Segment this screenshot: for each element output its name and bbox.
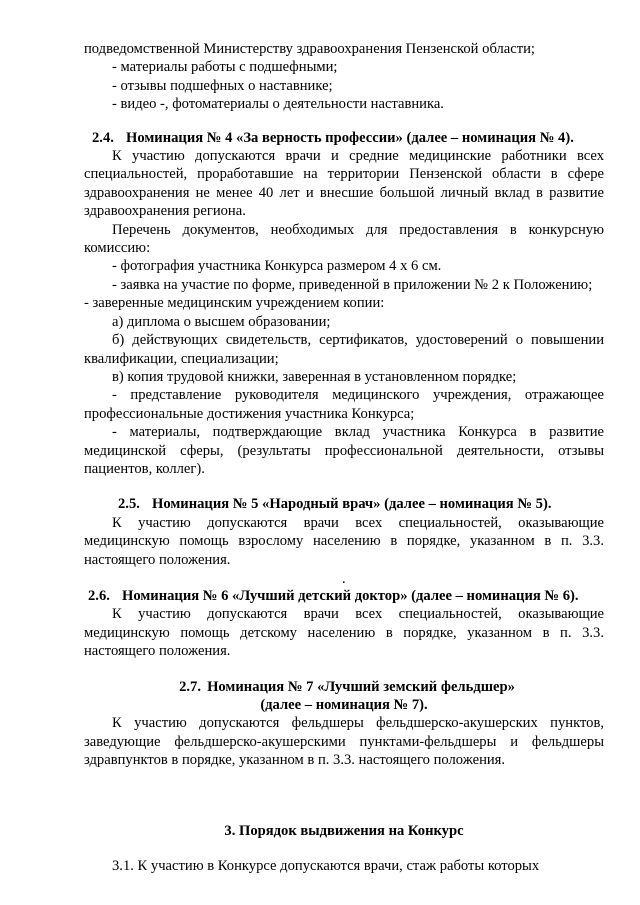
- spacer: [84, 661, 604, 678]
- list-item: в) копия трудовой книжки, заверенная в установленном порядке;: [112, 368, 517, 385]
- heading-title: Номинация № 4 «За верность профессии» (далее – номинация № 4).: [126, 129, 574, 146]
- stray-dot: .: [342, 570, 346, 587]
- heading-nomination-6: [84, 587, 604, 605]
- spacer: [84, 840, 604, 857]
- heading-number: 2.4.: [92, 129, 114, 146]
- section-3-title: 3. Порядок выдвижения на Конкурс: [224, 822, 464, 839]
- intro-line: подведомственной Министерству здравоохранения Пензенской области;: [84, 41, 535, 57]
- spacer: [84, 478, 604, 495]
- list-item: - материалы работы с подшефными;: [112, 59, 338, 76]
- paragraph: К участию допускаются врачи всех специальностей, оказывающие медицинскую помощь детскому населению в порядке, указанном в п. 3.3. настоящего положения.: [84, 606, 604, 660]
- heading-nomination-7: [84, 678, 604, 715]
- list-item: - фотография участника Конкурса размером 4 х 6 см.: [112, 258, 442, 275]
- heading-title: Номинация № 6 «Лучший детский доктор» (далее – номинация № 6).: [122, 587, 579, 604]
- heading-number: 2.6.: [88, 587, 110, 604]
- list-item: - отзывы подшефных о наставнике;: [112, 77, 333, 94]
- spacer: [84, 114, 604, 129]
- paragraph: К участию допускаются фельдшеры фельдшерско-акушерских пунктов, заведующие фельдшерско-акушерскими пунктами-фельдшеры и фельдшеры здравпунктов в порядке, указанном в п. 3.3. настоящего положения.: [84, 715, 604, 769]
- heading-line-1: [84, 678, 604, 696]
- heading-title: Номинация № 7 «Лучший земский фельдшер»: [207, 678, 515, 695]
- spacer: [84, 770, 604, 822]
- document-page: [84, 40, 604, 875]
- heading-number: 2.7.: [179, 678, 201, 695]
- list-item: - материалы, подтверждающие вклад участника Конкурса в развитие медицинской сферы, (результаты профессиональной деятельности, отзывы пациентов, коллег).: [84, 424, 604, 477]
- list-item: б) действующих свидетельств, сертификатов, удостоверений о повышении квалификации, специализации;: [84, 332, 604, 367]
- heading-nomination-4: [84, 129, 604, 147]
- paragraph: К участию допускаются врачи и средние медицинские работники всех специальностей, проработавшие на территории Пензенской области в сфере здравоохранения не менее 40 лет и внесшие большой личный вклад в развитие здравоохранения региона.: [84, 148, 604, 220]
- paragraph: Перечень документов, необходимых для предоставления в конкурсную комиссию:: [84, 221, 604, 257]
- heading-line-2: (далее – номинация № 7).: [260, 697, 428, 713]
- paragraph: 3.1. К участию в Конкурсе допускаются врачи, стаж работы которых: [112, 858, 540, 875]
- list-item: - представление руководителя медицинского учреждения, отражающее профессиональные достижения участника Конкурса;: [84, 387, 604, 422]
- heading-nomination-5: [84, 495, 604, 513]
- heading-title: Номинация № 5 «Народный врач» (далее – номинация № 5).: [152, 496, 552, 513]
- heading-number: 2.5.: [118, 496, 140, 513]
- paragraph: К участию допускаются врачи всех специальностей, оказывающие медицинскую помощь взрослому населению в порядке, указанном в п. 3.3. настоящего положения.: [84, 514, 604, 568]
- list-item: - видео -, фотоматериалы о деятельности наставника.: [112, 96, 444, 113]
- list-item: - заверенные медицинским учреждением копии:: [84, 295, 385, 312]
- list-item: а) диплома о высшем образовании;: [112, 313, 331, 330]
- stray-dot-line: [84, 569, 604, 587]
- list-item: - заявка на участие по форме, приведенной в приложении № 2 к Положению;: [112, 276, 593, 293]
